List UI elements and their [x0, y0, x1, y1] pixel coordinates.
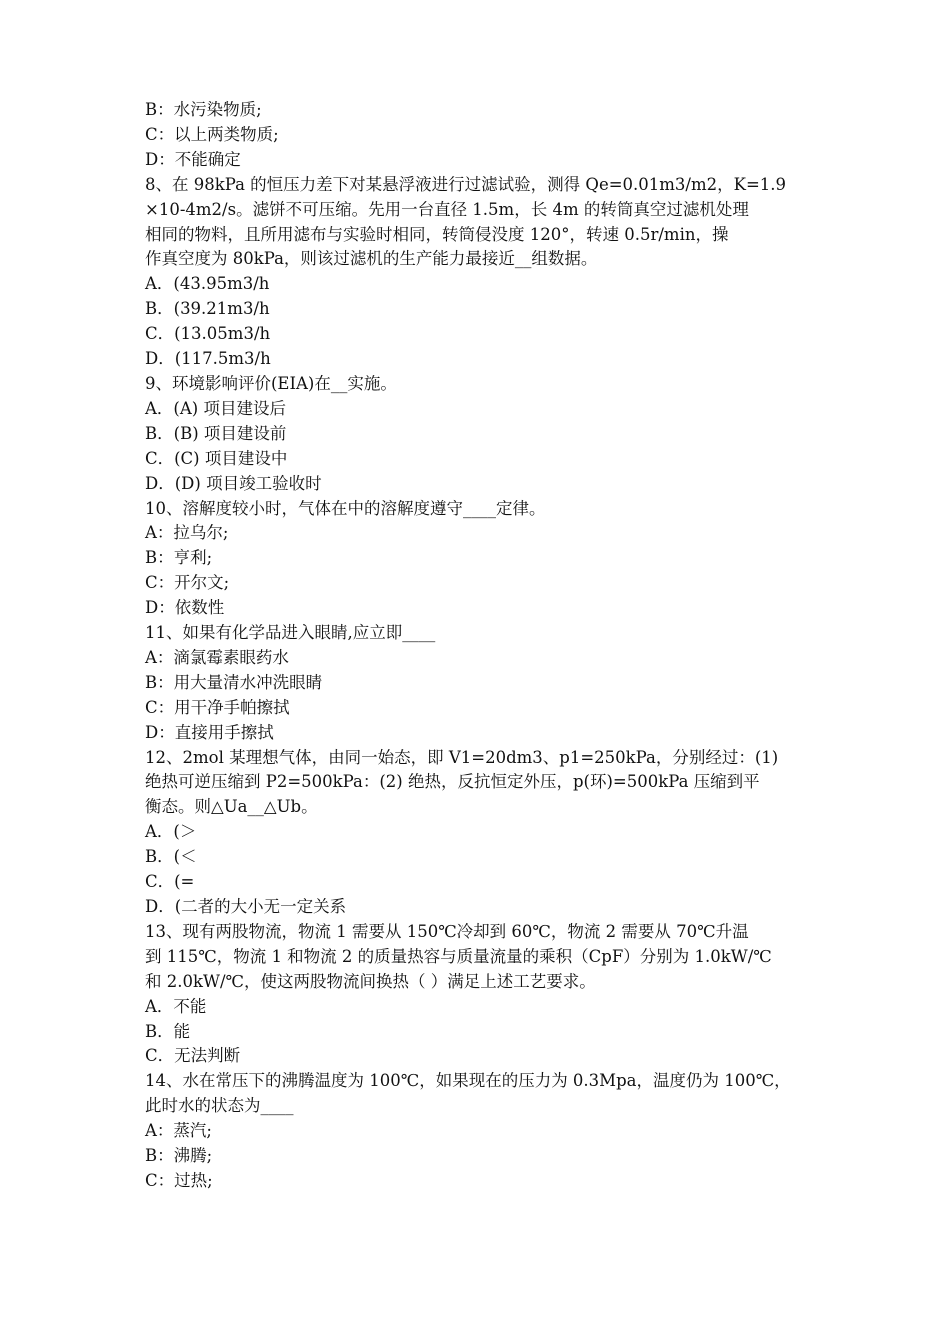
- option-c: C：以上两类物质;: [145, 124, 279, 144]
- question-text-line: 和 2.0kW/℃，使这两股物流间换热（ ）满足上述工艺要求。: [145, 971, 596, 991]
- question-11: [145, 621, 810, 746]
- option-b: B：水污染物质;: [145, 100, 262, 119]
- question-text-line: 10、溶解度较小时，气体在中的溶解度遵守____定律。: [145, 498, 546, 518]
- option-a: A：拉乌尔;: [145, 523, 229, 543]
- option-c: C．(C) 项目建设中: [145, 448, 288, 468]
- option-b: B．能: [145, 1021, 191, 1041]
- question-12: [145, 746, 810, 920]
- question-text-line: 12、2mol 某理想气体，由同一始态，即 V1=20dm3、p1=250kPa，分别经过：(1): [145, 747, 779, 767]
- question-text-line: 相同的物料，且所用滤布与实验时相同，转筒侵没度 120°，转速 0.5r/min，操: [145, 224, 729, 244]
- question-text-line: 绝热可逆压缩到 P2=500kPa：(2) 绝热，反抗恒定外压，p(环)=500kPa 压缩到平: [145, 772, 760, 792]
- question-14: [145, 1069, 810, 1194]
- question-text-line: 作真空度为 80kPa，则该过滤机的生产能力最接近__组数据。: [145, 249, 598, 269]
- question-text-line: 14、水在常压下的沸腾温度为 100℃，如果现在的压力为 0.3Mpa，温度仍为 100℃，: [145, 1071, 791, 1091]
- question-text-line: 9、环境影响评价(EIA)在__实施。: [145, 373, 397, 393]
- question-text-line: ×10-4m2/s。滤饼不可压缩。先用一台直径 1.5m，长 4m 的转筒真空过滤机处理: [145, 199, 749, 219]
- option-d: D．(二者的大小无一定关系: [145, 897, 347, 916]
- option-a: A．(A) 项目建设后: [145, 398, 286, 418]
- option-a: A．(43.95m3/h: [145, 274, 270, 294]
- question-9: [145, 372, 810, 497]
- question-7-tail: [145, 98, 810, 173]
- option-d: D：直接用手擦拭: [145, 722, 274, 742]
- question-text-line: 13、现有两股物流，物流 1 需要从 150℃冷却到 60℃，物流 2 需要从 70℃升温: [145, 921, 749, 941]
- option-a: A．不能: [145, 996, 207, 1016]
- option-a: A：滴氯霉素眼药水: [145, 647, 289, 667]
- option-b: B：沸腾;: [145, 1146, 213, 1166]
- option-c: C．无法判断: [145, 1046, 241, 1066]
- option-d: D．(D) 项目竣工验收时: [145, 473, 322, 493]
- option-c: C．(13.05m3/h: [145, 324, 271, 344]
- option-c: C：过热;: [145, 1170, 213, 1190]
- option-a: A．(＞: [145, 822, 197, 842]
- option-c: C：开尔文;: [145, 573, 230, 593]
- question-text-line: 8、在 98kPa 的恒压力差下对某悬浮液进行过滤试验，测得 Qe=0.01m3/m2，K=1.9: [145, 174, 787, 194]
- option-d: D：不能确定: [145, 149, 241, 169]
- option-b: B：用大量清水冲洗眼睛: [145, 672, 323, 692]
- question-text-line: 衡态。则△Ua__△Ub。: [145, 797, 318, 817]
- question-text-line: 11、如果有化学品进入眼睛,应立即____: [145, 623, 436, 643]
- document-page: [145, 98, 810, 1194]
- option-d: D：依数性: [145, 598, 225, 618]
- option-a: A：蒸汽;: [145, 1121, 212, 1141]
- option-c: C：用干净手帕擦拭: [145, 697, 290, 717]
- option-b: B．(B) 项目建设前: [145, 423, 287, 443]
- option-c: C．(=: [145, 872, 195, 892]
- question-13: [145, 920, 810, 1069]
- question-10: [145, 497, 810, 622]
- option-b: B．(＜: [145, 847, 197, 867]
- option-b: B：亨利;: [145, 548, 213, 568]
- option-d: D．(117.5m3/h: [145, 349, 271, 369]
- question-8: [145, 173, 810, 372]
- question-text-line: 到 115℃，物流 1 和物流 2 的质量热容与质量流量的乘积（CpF）分别为 1.0kW/℃: [145, 946, 772, 966]
- question-text-line: 此时水的状态为____: [145, 1096, 294, 1116]
- option-b: B．(39.21m3/h: [145, 299, 270, 319]
